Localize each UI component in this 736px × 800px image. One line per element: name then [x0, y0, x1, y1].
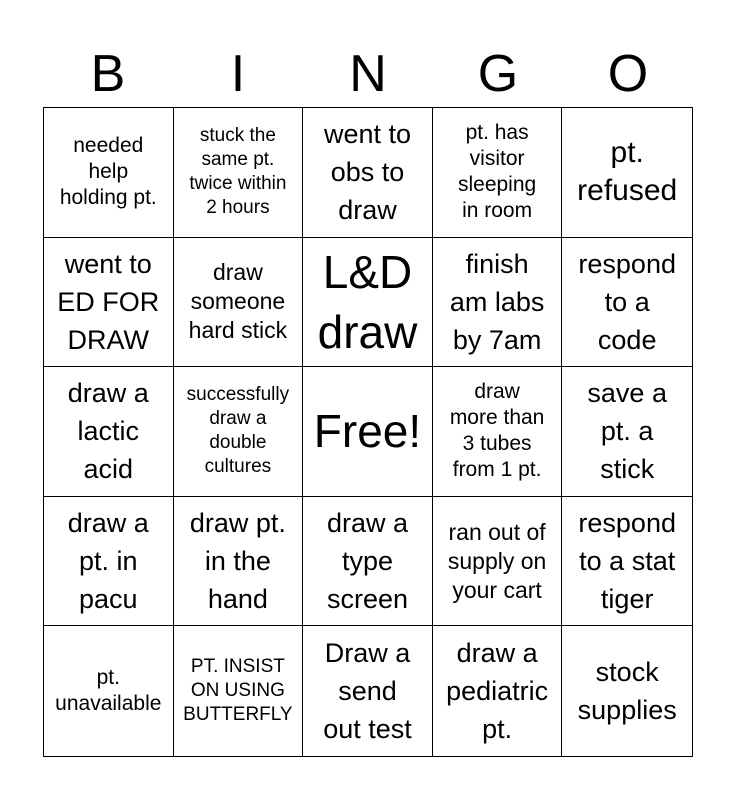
free-space[interactable]: Free!: [303, 367, 433, 497]
header-letter-b: B: [90, 45, 126, 103]
bingo-header: [43, 40, 693, 108]
bingo-cell[interactable]: Draw a send out test: [303, 626, 433, 756]
bingo-cell[interactable]: ran out of supply on your cart: [433, 497, 563, 627]
header-letter-n: N: [349, 45, 387, 103]
bingo-cell[interactable]: pt. unavailable: [44, 626, 174, 756]
bingo-cell[interactable]: stock supplies: [577, 657, 677, 726]
bingo-cell[interactable]: save a pt. a stick: [562, 367, 692, 497]
header-letter-i: I: [230, 45, 246, 103]
header-letter-o: O: [607, 45, 649, 103]
bingo-cell[interactable]: draw someone hard stick: [174, 238, 304, 368]
bingo-cell[interactable]: successfully draw a double cultures: [174, 367, 304, 497]
bingo-cell[interactable]: draw pt. in the hand: [174, 497, 304, 627]
bingo-cell[interactable]: respond to a code: [562, 238, 692, 368]
bingo-cell[interactable]: PT. INSIST ON USING BUTTERFLY: [174, 626, 304, 756]
bingo-cell[interactable]: draw a pediatric pt.: [433, 626, 563, 756]
bingo-cell[interactable]: went to ED FOR DRAW: [44, 238, 174, 368]
bingo-cell[interactable]: needed help holding pt.: [44, 108, 174, 238]
bingo-cell[interactable]: draw a type screen: [303, 497, 433, 627]
bingo-cell[interactable]: draw a lactic acid: [44, 367, 174, 497]
bingo-cell[interactable]: L&D draw: [303, 238, 433, 368]
bingo-cell[interactable]: went to obs to draw: [303, 108, 433, 238]
bingo-board: [43, 107, 693, 757]
header-letter-g: G: [477, 45, 519, 103]
bingo-cell[interactable]: stuck the same pt. twice within 2 hours: [174, 108, 304, 238]
bingo-cell[interactable]: respond to a stat tiger: [562, 497, 692, 627]
bingo-cell[interactable]: finish am labs by 7am: [433, 238, 563, 368]
bingo-cell[interactable]: pt. has visitor sleeping in room: [433, 108, 563, 238]
bingo-cell[interactable]: draw more than 3 tubes from 1 pt.: [433, 367, 563, 497]
bingo-cell[interactable]: pt. refused: [562, 108, 692, 238]
bingo-cell[interactable]: draw a pt. in pacu: [44, 497, 174, 627]
